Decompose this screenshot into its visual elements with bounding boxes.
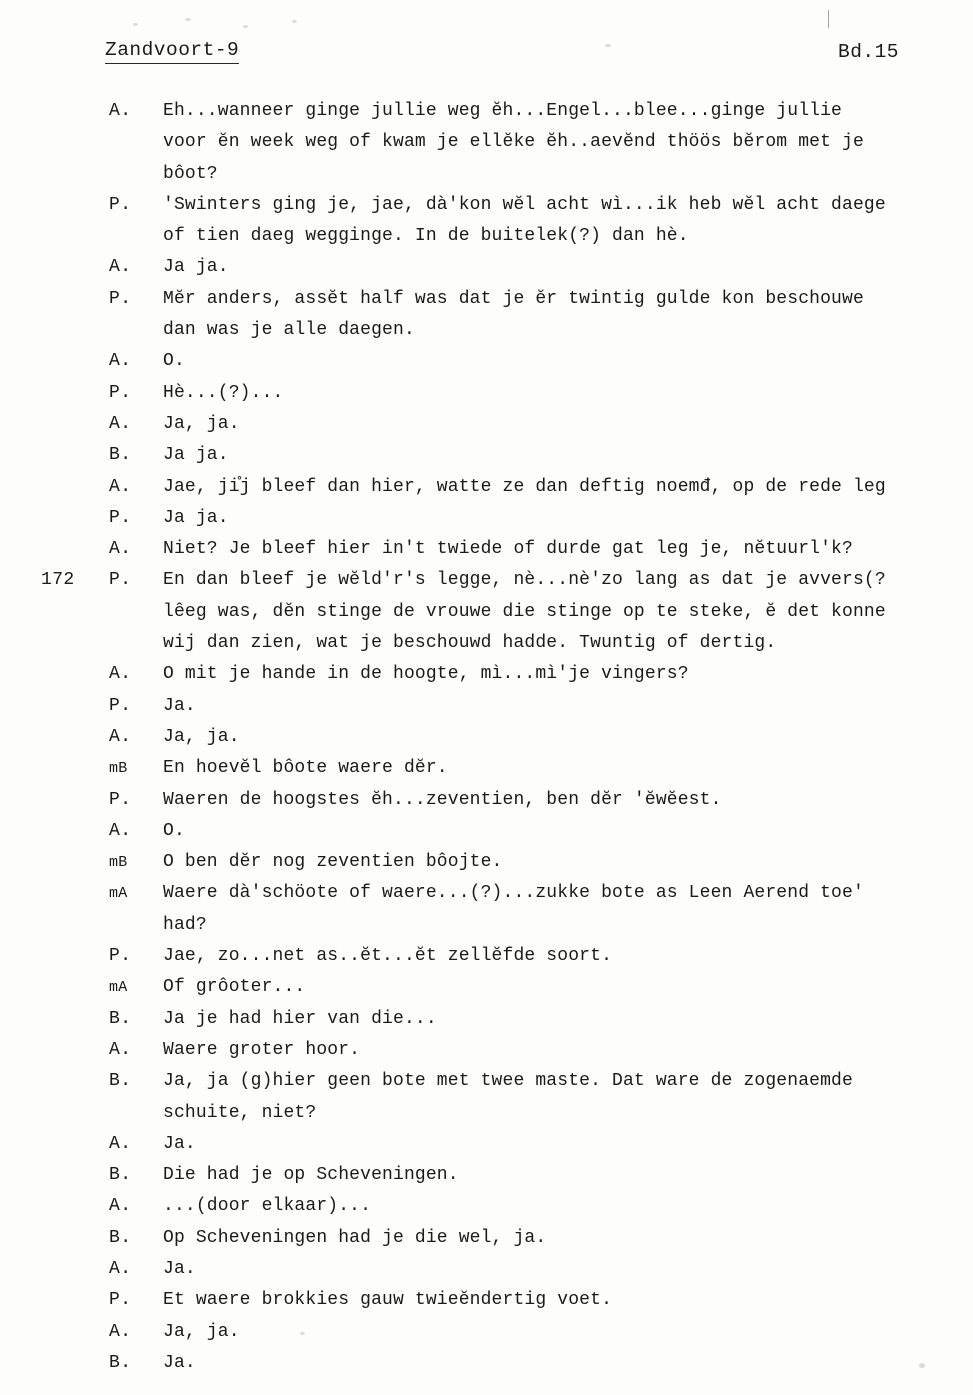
transcript-text: bôot? [163,163,218,184]
transcript-line [0,753,973,784]
transcript-line [0,1129,973,1160]
transcript-text: of tien daeg wegginge. In de buitelek(?) dan hè. [163,226,689,247]
transcript-line [0,1285,973,1316]
speaker-label: P. [109,789,132,810]
transcript-line [0,409,973,440]
transcript-line [0,315,973,346]
transcript-text: Ja, ja (g)hier geen bote met twee maste. Dat ware de zogenaemde [163,1071,853,1092]
transcript-text: Ja ja. [163,257,229,278]
transcript-line [0,472,973,503]
transcript-line [0,378,973,409]
speaker-label: mA [109,885,128,903]
scan-speck [292,20,297,23]
speaker-label: mB [109,854,128,872]
speaker-label: mA [109,979,128,997]
transcript-text: lêeg was, dĕn stinge de vrouwe die stinge op te steke, ĕ det konne [163,601,886,622]
speaker-label: P. [109,507,132,528]
transcript-line [0,190,973,221]
speaker-label: P. [109,570,132,591]
transcript-text: Jae, zo...net as..ĕt...ĕt zellĕfde soort. [163,946,613,967]
transcript-text: Die had je op Scheveningen. [163,1165,459,1186]
transcript-text: 'Swinters ging je, jae, dà'kon wĕl acht wì...ik heb wĕl acht daege [163,194,886,215]
transcript-line [0,1254,973,1285]
header-title-right: Bd.15 [838,41,900,63]
speaker-label: A. [109,101,132,121]
transcript-line [0,1191,973,1222]
scan-artifact-tick [828,10,829,28]
scan-speck [133,23,138,26]
transcript-text: Ja. [163,1258,196,1279]
transcript-text: voor ĕn week weg of kwam je ellĕke ĕh..aevĕnd thöös bĕrom met je [163,132,864,153]
transcript-text: Of grôoter... [163,977,306,998]
transcript-line [0,534,973,565]
transcript-line [0,159,973,190]
transcript-text: En dan bleef je wĕld'r's legge, nè...nè'zo lang as dat je avvers(? [163,570,886,591]
speaker-label: P. [109,695,132,716]
speaker-label: B. [109,1227,132,1248]
transcript-text: Op Scheveningen had je die wel, ja. [163,1227,547,1248]
speaker-label: A. [109,257,132,278]
page-header [0,38,973,72]
transcript-text: Et waere brokkies gauw twieĕndertig voet. [163,1290,613,1311]
speaker-label: A. [109,351,132,372]
speaker-label: P. [109,288,132,309]
speaker-label: A. [109,413,132,434]
speaker-label: A. [109,1039,132,1060]
transcript-line [0,503,973,534]
speaker-label: A. [109,820,132,841]
speaker-label: P. [109,382,132,403]
transcript-text: Ja. [163,1133,196,1154]
transcript-line [0,221,973,252]
transcript-text: dan was je alle daegen. [163,320,415,341]
speaker-label: A. [109,664,132,685]
transcript-text: Mĕr anders, assĕt half was dat je ĕr twintig gulde kon beschouwe [163,288,864,309]
transcript-text: O. [163,351,185,372]
speaker-label: P. [109,194,132,215]
transcript-text: Waeren de hoogstes ĕh...zeventien, ben dĕr 'ĕwĕest. [163,789,722,810]
transcript-text: wij dan zien, wat je beschouwd hadde. Twuntig of dertig. [163,633,777,654]
transcript-line [0,816,973,847]
speaker-label: A. [109,1321,132,1342]
transcript-body [0,96,973,1379]
transcript-text: ...(door elkaar)... [163,1196,372,1217]
scan-speck [243,25,248,28]
transcript-line [0,1035,973,1066]
transcript-line [0,1066,973,1097]
transcript-line [0,1160,973,1191]
transcript-text: Ja. [163,1352,196,1373]
transcript-line [0,941,973,972]
transcript-line [0,972,973,1003]
transcript-line [0,96,973,127]
transcript-text: Waere dà'schöote of waere...(?)...zukke bote as Leen Aerend toe' [163,883,864,904]
header-title-left: Zandvoort-9 [105,38,239,64]
transcript-text: Ja je had hier van die... [163,1008,437,1029]
margin-page-number: 172 [41,570,75,591]
transcript-line [0,785,973,816]
speaker-label: mB [109,760,128,778]
transcript-text: Ja, ja. [163,1321,240,1342]
transcript-text: Ja ja. [163,507,229,528]
transcript-text: schuite, niet? [163,1102,317,1123]
transcript-line [0,628,973,659]
transcript-line [0,659,973,690]
transcript-text: Niet? Je bleef hier in't twiede of durde gat leg je, nĕtuurl'k? [163,539,853,560]
speaker-label: A. [109,539,132,560]
transcript-line [0,722,973,753]
transcript-text: Waere groter hoor. [163,1039,361,1060]
transcript-text: Ja ja. [163,445,229,466]
transcript-line [0,1098,973,1129]
speaker-label: P. [109,946,132,967]
transcript-line [0,1317,973,1348]
transcript-text: had? [163,914,207,935]
speaker-label: A. [109,1258,132,1279]
transcript-text: O ben dĕr nog zeventien bôojte. [163,852,503,873]
speaker-label: P. [109,1290,132,1311]
transcript-line [0,1223,973,1254]
transcript-text: Ja, ja. [163,726,240,747]
transcript-line [0,1004,973,1035]
transcript-line [0,597,973,628]
transcript-text: O mit je hande in de hoogte, mì...mì'je vingers? [163,664,689,685]
speaker-label: A. [109,476,132,497]
transcript-text: Jae, ji̊j bleef dan hier, watte ze dan deftig noemđ, op de rede leg [163,476,886,497]
transcript-text: Eh...wanneer ginge jullie weg ĕh...Engel...blee...ginge jullie [163,101,843,121]
transcript-line [0,252,973,283]
transcript-text: O. [163,820,185,841]
speaker-label: B. [109,1071,132,1092]
transcript-text: Ja, ja. [163,413,240,434]
transcript-line [0,284,973,315]
speaker-label: B. [109,1165,132,1186]
transcript-line [0,1348,973,1379]
transcript-line [0,127,973,158]
transcript-line [0,878,973,909]
speaker-label: B. [109,445,132,466]
speaker-label: A. [109,726,132,747]
transcript-line [0,346,973,377]
speaker-label: B. [109,1352,132,1373]
transcript-line [0,910,973,941]
transcript-text: En hoevĕl bôote waere dĕr. [163,758,448,779]
transcript-line [0,565,973,596]
transcript-line [0,691,973,722]
speaker-label: B. [109,1008,132,1029]
transcript-line [0,440,973,471]
scan-speck [185,18,191,21]
speaker-label: A. [109,1196,132,1217]
transcript-text: Ja. [163,695,196,716]
transcript-text: Hè...(?)... [163,382,284,403]
transcript-line [0,847,973,878]
speaker-label: A. [109,1133,132,1154]
